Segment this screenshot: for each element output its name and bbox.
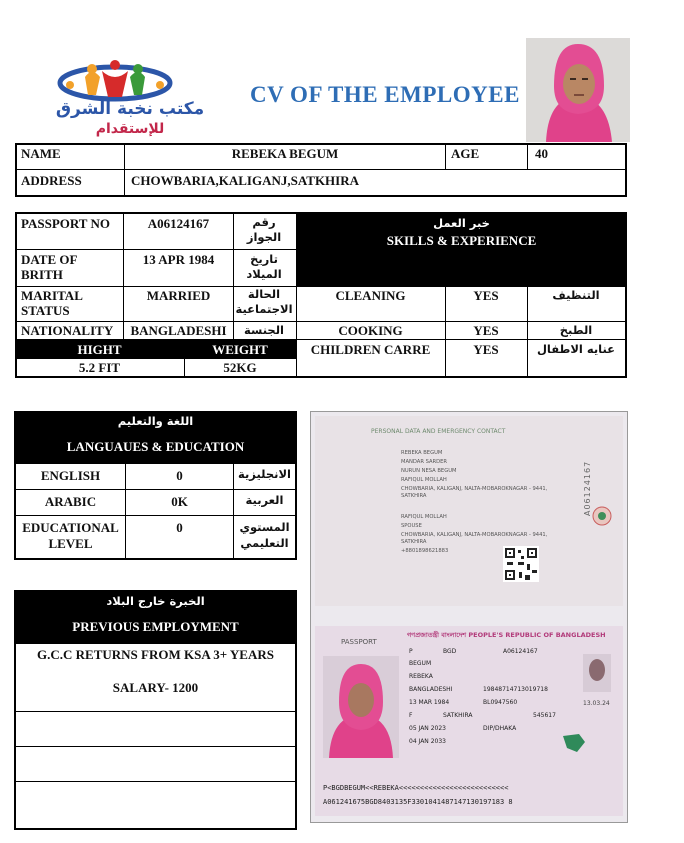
- employment-salary: SALARY- 1200: [112, 680, 199, 695]
- pp-stamp: 13.03.24: [583, 700, 610, 707]
- languages-table: [14, 411, 297, 560]
- ghost-photo-icon: [583, 654, 611, 692]
- pp-prev-pass: BL0947560: [483, 699, 518, 706]
- logo-arabic-subtitle: للإستقدام: [95, 121, 165, 137]
- marital-arabic: الحالة الاجتماعية: [235, 287, 293, 316]
- pp-type: P: [409, 648, 413, 655]
- pp-mother: NURUN NESA BEGUM: [401, 468, 457, 474]
- bangladesh-emblem-icon: [592, 506, 612, 526]
- lang-english-value: 0: [176, 468, 183, 483]
- name-label: NAME: [21, 146, 61, 161]
- skill-childcare-arabic: عنايه الاطفال: [536, 342, 616, 356]
- passport-photo-icon: [323, 656, 399, 758]
- logo-arabic-name: مكتب نخبة الشرق: [55, 99, 205, 119]
- marital-value: MARRIED: [146, 288, 211, 303]
- pp-number: A06124167: [503, 648, 538, 655]
- pp-sex: F: [409, 712, 413, 719]
- pp-issue: 05 JAN 2023: [409, 725, 446, 732]
- pp-surname: BEGUM: [409, 660, 432, 667]
- skill-cleaning-value: YES: [473, 288, 499, 303]
- bangladesh-map-icon: [561, 732, 587, 754]
- pp-name: REBEKA BEGUM: [401, 450, 443, 456]
- nationality-arabic: الجنسة: [244, 323, 284, 337]
- lang-english-arabic: الانجليزية: [238, 467, 291, 481]
- page-title: CV OF THE EMPLOYEE: [250, 82, 520, 107]
- nationality-value: BANGLADESHI: [130, 323, 227, 338]
- dob-value: 13 APR 1984: [142, 252, 215, 267]
- skill-cleaning: CLEANING: [335, 288, 406, 303]
- passport-value: A06124167: [147, 216, 210, 231]
- pp-spouse: RAFIQUL MOLLAH: [401, 477, 447, 483]
- pp-passport-word: PASSPORT: [341, 638, 377, 646]
- pp-given: REBEKA: [409, 673, 433, 680]
- qr-code-icon: [503, 546, 539, 582]
- age-label: AGE: [451, 146, 480, 161]
- pp-expiry: 04 JAN 2033: [409, 738, 446, 745]
- pp-dob: 13 MAR 1984: [409, 699, 450, 706]
- pp-permanent-address: CHOWBARIA, KALIGANJ, NALTA-MOBAROKNAGAR - 9441, SATKHIRA: [401, 486, 548, 499]
- pp-country-banner: গণপ্রজাতন্ত্রী বাংলাদেশ PEOPLE'S REPUBLIC OF BANGLADESH: [407, 631, 606, 639]
- passport-label: PASSPORT NO: [21, 216, 110, 231]
- pp-personal-no: 19848714713019718: [483, 686, 548, 693]
- skills-header-title: SKILLS & EXPERIENCE: [386, 233, 537, 248]
- dob-label: DATE OF BRITH: [21, 252, 77, 282]
- skill-childcare: CHILDREN CARRE: [310, 342, 431, 357]
- education-level-arabic: المستوي التعليمي: [239, 520, 290, 550]
- dob-arabic: تاريخ الميلاد: [246, 252, 282, 281]
- pp-ec-name: RAFIQUL MOLLAH: [401, 514, 447, 520]
- employment-table: [14, 590, 297, 830]
- pp-ec-address: CHOWBARIA, KALIGANJ, NALTA-MOBAROKNAGAR - 9441, SATKHIRA: [401, 532, 548, 545]
- skill-cooking-arabic: الطبخ: [559, 323, 593, 337]
- logo-emblem-icon: [30, 55, 230, 105]
- skills-header-arabic: خبر العمل: [433, 216, 490, 230]
- height-value: 5.2 FIT: [78, 360, 121, 375]
- address-label: ADDRESS: [21, 173, 82, 188]
- profile-photo: [526, 38, 630, 142]
- employment-header-arabic: الخبرة خارج البلاد: [106, 594, 205, 608]
- languages-header-arabic: اللغة والتعليم: [117, 414, 194, 428]
- age-value: 40: [535, 146, 548, 161]
- pp-side-number: A06124167: [583, 460, 592, 516]
- passport-upper-page: [315, 416, 623, 606]
- weight-value: 52KG: [223, 360, 257, 375]
- skill-cleaning-arabic: التنظيف: [552, 288, 600, 302]
- pp-authority: DIP/DHAKA: [483, 725, 517, 732]
- skill-cooking-value: YES: [473, 323, 499, 338]
- pp-code: BGD: [443, 648, 457, 655]
- languages-header-title: LANGUAUES & EDUCATION: [66, 439, 245, 454]
- lang-arabic-value: 0K: [171, 494, 188, 509]
- pp-telephone: +8801898621883: [401, 548, 449, 554]
- person-photo-icon: [526, 38, 630, 142]
- emergency-title: PERSONAL DATA AND EMERGENCY CONTACT: [371, 428, 506, 435]
- mrz-line-2: A061241675BGD8403135F3301041487147130197183 8: [323, 798, 513, 806]
- name-value: REBEKA BEGUM: [231, 146, 339, 161]
- lang-arabic: ARABIC: [44, 494, 97, 509]
- pp-relationship: SPOUSE: [401, 523, 422, 529]
- passport-arabic: رقم الجواز: [246, 215, 282, 244]
- details-table: [15, 212, 627, 378]
- company-logo: [30, 55, 230, 137]
- education-level-value: 0: [176, 520, 183, 535]
- pp-birthplace: SATKHIRA: [443, 712, 473, 719]
- pp-reg-no: 545617: [533, 712, 556, 719]
- passport-scan: [310, 411, 628, 823]
- skill-cooking: COOKING: [338, 323, 403, 338]
- lang-arabic-arabic: العربية: [245, 493, 284, 507]
- lang-english: ENGLISH: [40, 468, 101, 483]
- pp-nationality: BANGLADESHI: [409, 686, 453, 693]
- height-label: HIGHT: [77, 342, 122, 357]
- mrz-line-1: P<BGDBEGUM<<REBEKA<<<<<<<<<<<<<<<<<<<<<<<<<<: [323, 784, 509, 792]
- employment-header-title: PREVIOUS EMPLOYMENT: [72, 619, 239, 634]
- passport-data-page: [315, 626, 623, 816]
- skill-childcare-value: YES: [473, 342, 499, 357]
- nationality-label: NATIONALITY: [21, 323, 114, 338]
- education-level: EDUCATIONAL LEVEL: [22, 520, 119, 551]
- pp-father: MANDAR SARDER: [401, 459, 448, 465]
- address-value: CHOWBARIA,KALIGANJ,SATKHIRA: [131, 173, 360, 188]
- employment-history: G.C.C RETURNS FROM KSA 3+ YEARS: [37, 647, 274, 662]
- marital-label: MARITAL STATUS: [21, 288, 83, 318]
- header-table: [15, 143, 627, 197]
- weight-label: WEIGHT: [212, 342, 268, 357]
